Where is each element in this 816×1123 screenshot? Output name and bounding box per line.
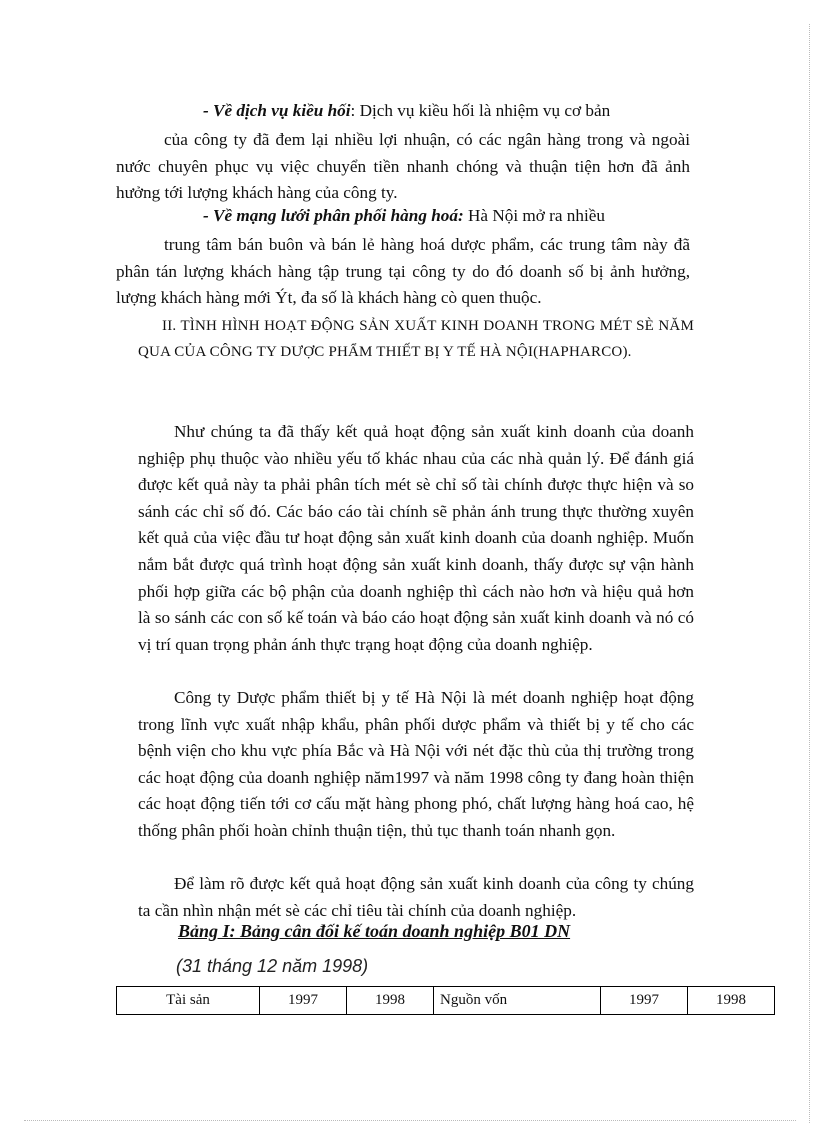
header-sources-1998: 1998 [688,987,775,1015]
paragraph-3: Để làm rõ được kết quả hoạt động sản xuất kinh doanh của công ty chúng ta cần nhìn nhận mét sè các chỉ tiêu tài chính của doanh nghiệp. [138,874,694,920]
header-assets-1997: 1997 [260,987,347,1015]
remit-first-line [203,101,610,121]
paragraph-2: Công ty Dược phẩm thiết bị y tế Hà Nội là mét doanh nghiệp hoạt động trong lĩnh vực xuất nhập khẩu, phân phối dược phẩm và thiết bị y tế cho các bệnh viện cho khu vực phía Bắc và Hà Nội với nét đặc thù của thị trường trong các hoạt động của doanh nghiệp năm1997 và năm 1998 công ty đang hoàn thiện các hoạt động tiến tới cơ cấu mặt hàng phong phó, chất lượng hàng hoá cao, hệ thống phân phối hoàn chỉnh thuận tiện, thủ tục thanh toán nhanh gọn. [138,688,694,840]
distribution-lead: - Về mạng lưới phân phối hàng hoá: [203,206,464,225]
distribution-first-line [203,206,605,226]
header-sources-1997: 1997 [601,987,688,1015]
distribution-line1: Hà Nội mở ra nhiều [463,206,605,225]
table-header-row [117,987,775,1015]
page-border-bottom [24,1120,796,1121]
header-assets-1998: 1998 [347,987,434,1015]
section-heading: II. TÌNH HÌNH HOẠT ĐỘNG SẢN XUẤT KINH DOANH TRONG MÉT SÈ NĂM QUA CỦA CÔNG TY DƯỢC PHẨM THIẾT BỊ Y TẾ HÀ NỘI(HAPHARCO). [138,318,694,360]
remit-body: của công ty đã đem lại nhiều lợi nhuận, có các ngân hàng trong và ngoài nước chuyên phục vụ việc chuyển tiền nhanh chóng và thuận tiện hơn đã ảnh hưởng tới lượng khách hàng của công ty. [116,130,690,203]
remit-lead: - Về dịch vụ kiều hối [203,101,351,120]
page-border-right [809,24,810,1123]
header-assets: Tài sản [117,987,260,1015]
distribution-body: trung tâm bán buôn và bán lẻ hàng hoá dược phẩm, các trung tâm này đã phân tán lượng khách hàng tập trung tại công ty do đó doanh số bị ảnh hưởng, lượng khách hàng mới Ýt, đa số là khách hàng cò quen thuộc. [116,235,690,308]
remit-line1: : Dịch vụ kiều hối là nhiệm vụ cơ bản [350,101,611,120]
balance-sheet-table [116,986,775,1015]
table-caption: Bảng I: Bảng cân đối kế toán doanh nghiệp B01 DN [178,921,571,941]
header-sources: Nguồn vốn [434,987,601,1015]
table-subcaption: (31 tháng 12 năm 1998) [176,956,369,976]
paragraph-1: Như chúng ta đã thấy kết quả hoạt động sản xuất kinh doanh của doanh nghiệp phụ thuộc vào nhiều yếu tố khác nhau của các nhà quản lý. Để đánh giá được kết quả này ta phải phân tích mét sè chỉ số tài chính được thực hiện và so sánh các chỉ số đó. Các báo cáo tài chính sẽ phản ánh trung thực thường xuyên kết quả của việc đầu tư hoạt động sản xuất kinh doanh của doanh nghiệp. Muốn nắm bắt được quá trình hoạt động sản xuất kinh doanh, thấy được sự vận hành phối hợp giữa các bộ phận của doanh nghiệp thì cách nào hơn và hiệu quả hơn là so sánh các con số kế toán và báo cáo hoạt động sản xuất kinh doanh và nó có vị trí quan trọng phản ánh thực trạng hoạt động của doanh nghiệp. [138,422,694,654]
